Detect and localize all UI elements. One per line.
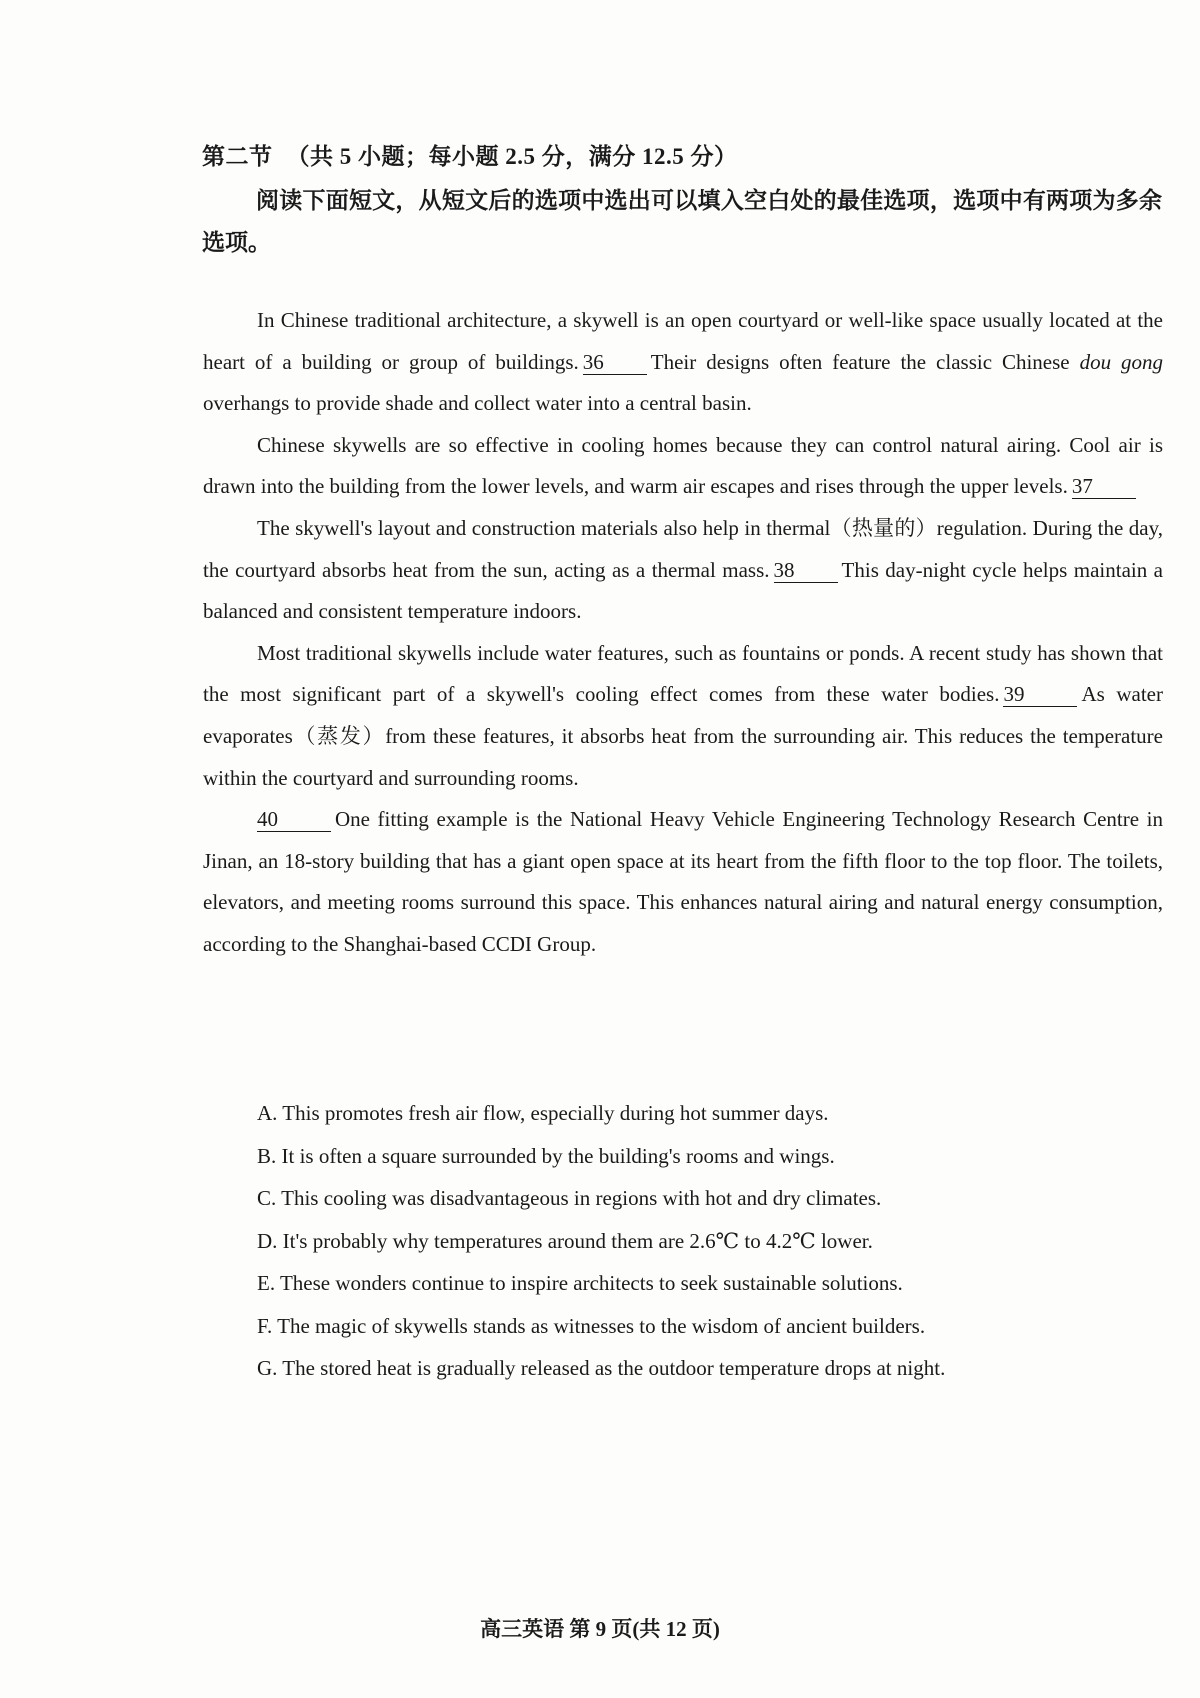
paragraph-1-text-end: overhangs to provide shade and collect water into a central basin. bbox=[203, 391, 752, 416]
answer-options bbox=[257, 1092, 1157, 1390]
section-heading bbox=[202, 138, 738, 171]
blank-36: 36 bbox=[583, 350, 647, 375]
section-scoring: （共 5 小题；每小题 2.5 分，满分 12.5 分） bbox=[286, 144, 738, 169]
option-e: E. These wonders continue to inspire architects to seek sustainable solutions. bbox=[257, 1271, 903, 1295]
section-title: 第二节 bbox=[202, 144, 273, 169]
section-instructions: 阅读下面短文，从短文后的选项中选出可以填入空白处的最佳选项，选项中有两项为多余选项。 bbox=[202, 188, 1162, 255]
option-f: F. The magic of skywells stands as witnesses to the wisdom of ancient builders. bbox=[257, 1313, 926, 1338]
italic-term: dou gong bbox=[1079, 349, 1164, 374]
paragraph-4-text-end: As water evaporates（蒸发）from these features, it absorbs heat from the surrounding air. This reduces the temperature within the courtyard and surrounding rooms. bbox=[203, 682, 1163, 790]
option-b: B. It is often a square surrounded by the building's rooms and wings. bbox=[257, 1143, 835, 1168]
reading-passage bbox=[203, 300, 1163, 966]
paragraph-4 bbox=[203, 633, 1163, 799]
paragraph-1-text: In Chinese traditional architecture, a skywell is an open courtyard or well-like space usually located at the heart of a building or group of buildings. bbox=[203, 308, 1163, 374]
blank-39: 39 bbox=[1003, 682, 1077, 707]
paragraph-5-text: One fitting example is the National Heavy Vehicle Engineering Technology Research Centre in Jinan, an 18-story building that has a giant open space at its heart from the fifth floor to the top floor. The toilets, elevators, and meeting rooms surround this space. This enhances natural airing and natural energy consumption, according to the Shanghai-based CCDI Group. bbox=[203, 807, 1163, 956]
blank-40: 40 bbox=[257, 807, 331, 832]
option-d: D. It's probably why temperatures around them are 2.6℃ to 4.2℃ lower. bbox=[257, 1228, 873, 1253]
paragraph-3-text-end: This day-night cycle helps maintain a balanced and consistent temperature indoors. bbox=[203, 557, 1163, 624]
paragraph-3-text: The skywell's layout and construction materials also help in thermal（热量的）regulation. During the day, the courtyard absorbs heat from the sun, acting as a thermal mass. bbox=[203, 515, 1163, 582]
paragraph-1 bbox=[203, 300, 1163, 425]
paragraph-5 bbox=[203, 799, 1163, 965]
page-footer: 高三英语 第 9 页(共 12 页) bbox=[480, 1617, 720, 1641]
paragraph-3 bbox=[203, 508, 1163, 633]
blank-37: 37 bbox=[1072, 474, 1136, 499]
blank-38: 38 bbox=[774, 558, 838, 583]
option-a: A. This promotes fresh air flow, especially during hot summer days. bbox=[257, 1101, 829, 1125]
paragraph-1-text-cont: Their designs often feature the classic Chinese bbox=[650, 349, 1080, 374]
option-c: C. This cooling was disadvantageous in regions with hot and dry climates. bbox=[257, 1186, 882, 1210]
paragraph-4-text: Most traditional skywells include water features, such as fountains or ponds. A recent study has shown that the most significant part of a skywell's cooling effect comes from these water bodies. bbox=[203, 640, 1163, 707]
option-g: G. The stored heat is gradually released as the outdoor temperature drops at night. bbox=[257, 1356, 946, 1380]
paragraph-2-text: Chinese skywells are so effective in cooling homes because they can control natural airing. Cool air is drawn into the building from the lower levels, and warm air escapes and rises through the upper levels. bbox=[203, 432, 1163, 499]
paragraph-2 bbox=[203, 425, 1163, 508]
